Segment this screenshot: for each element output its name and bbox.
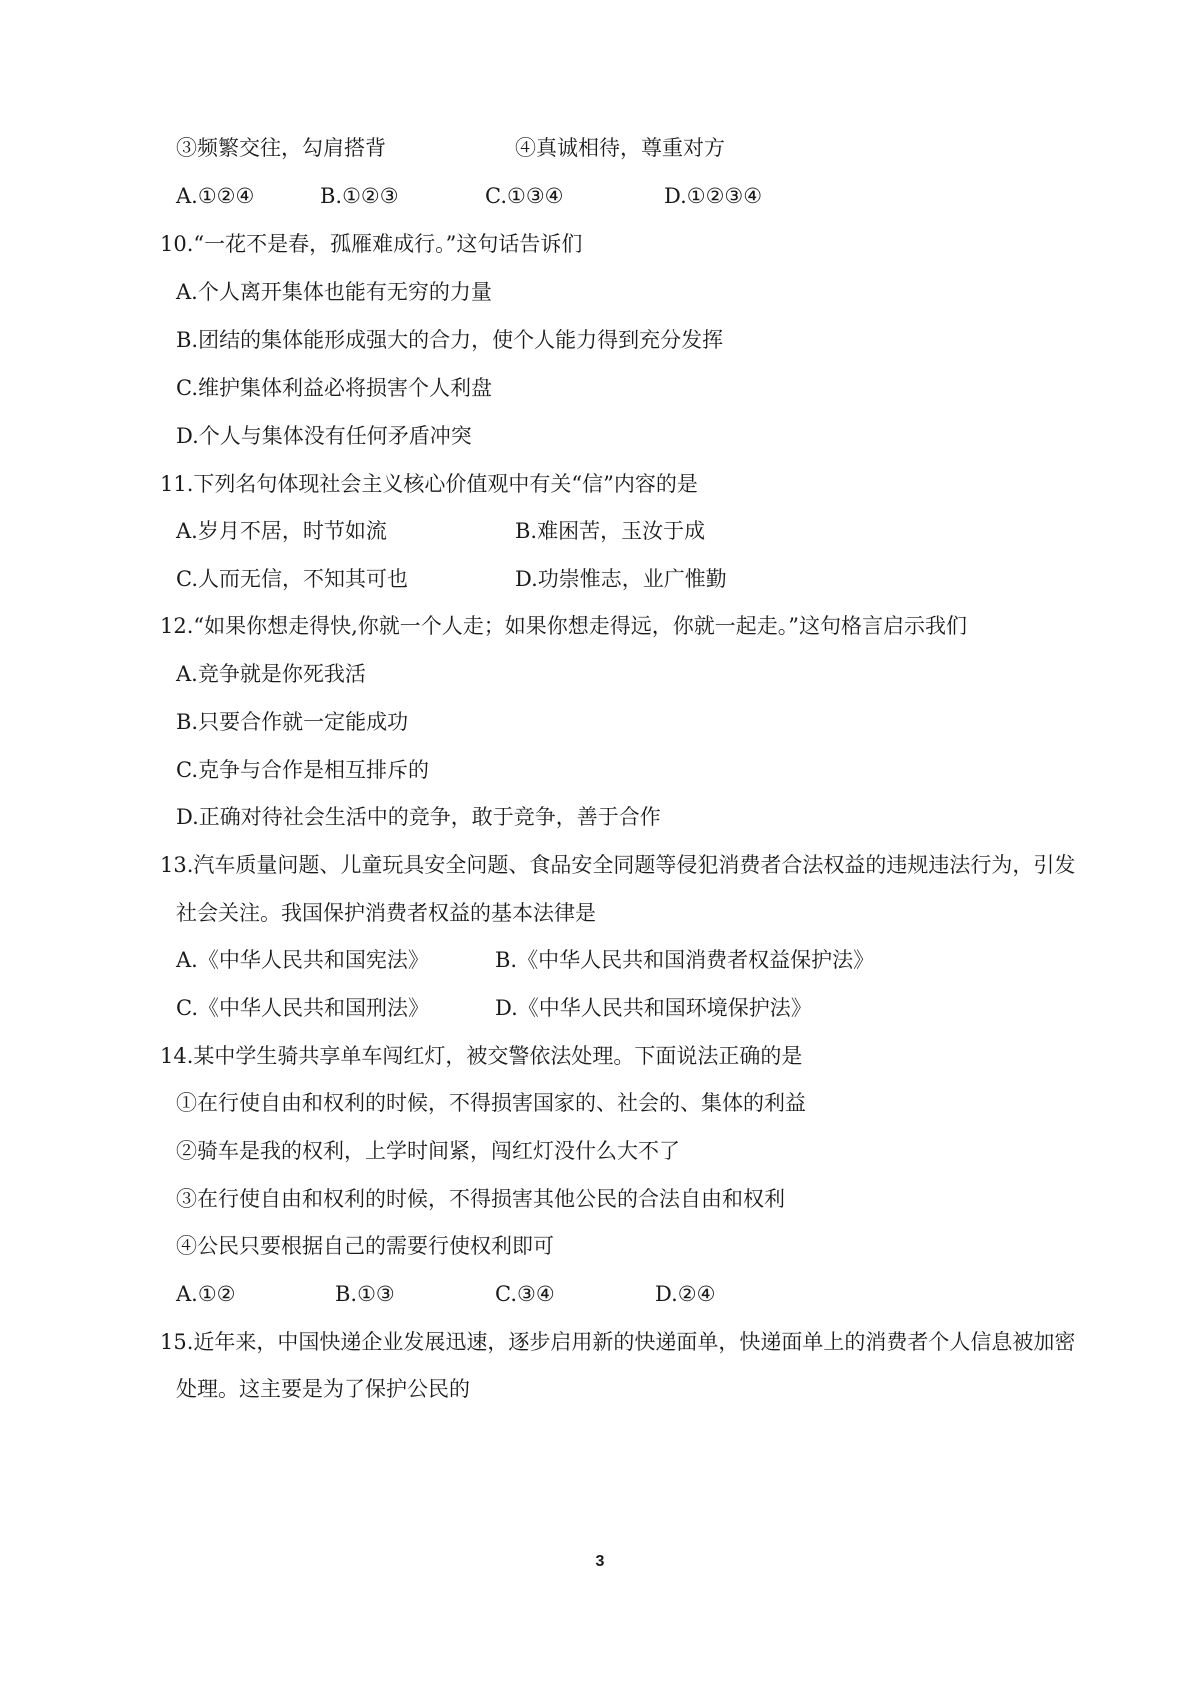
question-13-option-b: B.《中华人民共和国消费者权益保护法》: [495, 948, 875, 972]
question-11-option-d: D.功崇惟志，业广惟勤: [515, 567, 727, 591]
question-11-option-c: C.人而无信，不知其可也: [176, 567, 408, 591]
page-number: 3: [595, 1553, 605, 1570]
question-13-option-c: C.《中华人民共和国刑法》: [176, 996, 429, 1020]
question-10-stem: 10.“一花不是春，孤雁难成行。”这句话告诉们: [160, 232, 583, 256]
question-12-option-a: A.竞争就是你死我活: [176, 662, 366, 686]
question-14-choice-b: B.①③: [335, 1282, 395, 1306]
question-12-option-b: B.只要合作就一定能成功: [176, 710, 409, 734]
option-item-4: ④真诚相待，尊重对方: [515, 136, 725, 160]
question-13-stem-continued: 社会关注。我国保护消费者权益的基本法律是: [176, 901, 596, 925]
question-13-option-d: D.《中华人民共和国环境保护法》: [495, 996, 812, 1020]
question-15-stem: 15.近年来，中国快递企业发展迅速，逐步启用新的快递面单，快递面单上的消费者个人信息被加密: [160, 1330, 1076, 1354]
question-14-item-3: ③在行使自由和权利的时候，不得损害其他公民的合法自由和权利: [176, 1187, 785, 1211]
question-10-option-a: A.个人离开集体也能有无穷的力量: [176, 280, 492, 304]
question-10-option-b: B.团结的集体能形成强大的合力，使个人能力得到充分发挥: [176, 328, 724, 352]
question-12-option-d: D.正确对待社会生活中的竞争，敢于竞争，善于合作: [176, 805, 661, 829]
question-14-item-4: ④公民只要根据自己的需要行使权利即可: [176, 1234, 554, 1258]
question-14-choice-a: A.①②: [176, 1282, 236, 1306]
choice-c: C.①③④: [485, 184, 564, 208]
question-14-stem: 14.某中学生骑共享单车闯红灯，被交警依法处理。下面说法正确的是: [160, 1044, 803, 1068]
choice-d: D.①②③④: [664, 184, 763, 208]
question-13-stem: 13.汽车质量问题、儿童玩具安全问题、食品安全同题等侵犯消费者合法权益的违规违法行为，引发: [160, 853, 1076, 877]
choice-a: A.①②④: [176, 184, 255, 208]
question-11-option-b: B.难困苦，玉汝于成: [515, 519, 706, 543]
choice-b: B.①②③: [320, 184, 399, 208]
question-11-stem: 11.下列名句体现社会主义核心价值观中有关“信”内容的是: [160, 472, 698, 496]
question-10-option-c: C.维护集体利益必将损害个人利盘: [176, 376, 492, 400]
question-12-stem: 12.“如果你想走得快,你就一个人走；如果你想走得远，你就一起走。”这句格言启示我们: [160, 614, 968, 638]
question-14-choice-d: D.②④: [655, 1282, 716, 1306]
question-12-option-c: C.克争与合作是相互排斥的: [176, 758, 429, 782]
option-item-3: ③频繁交往，勾肩搭背: [176, 136, 386, 160]
question-11-option-a: A.岁月不居，时节如流: [176, 519, 387, 543]
question-14-item-1: ①在行使自由和权利的时候，不得损害国家的、社会的、集体的利益: [176, 1091, 806, 1115]
question-14-item-2: ②骑车是我的权利，上学时间紧，闯红灯没什么大不了: [176, 1139, 680, 1163]
question-13-option-a: A.《中华人民共和国宪法》: [176, 948, 429, 972]
question-15-stem-continued: 处理。这主要是为了保护公民的: [176, 1377, 470, 1401]
question-10-option-d: D.个人与集体没有任何矛盾冲突: [176, 424, 472, 448]
question-14-choice-c: C.③④: [495, 1282, 555, 1306]
